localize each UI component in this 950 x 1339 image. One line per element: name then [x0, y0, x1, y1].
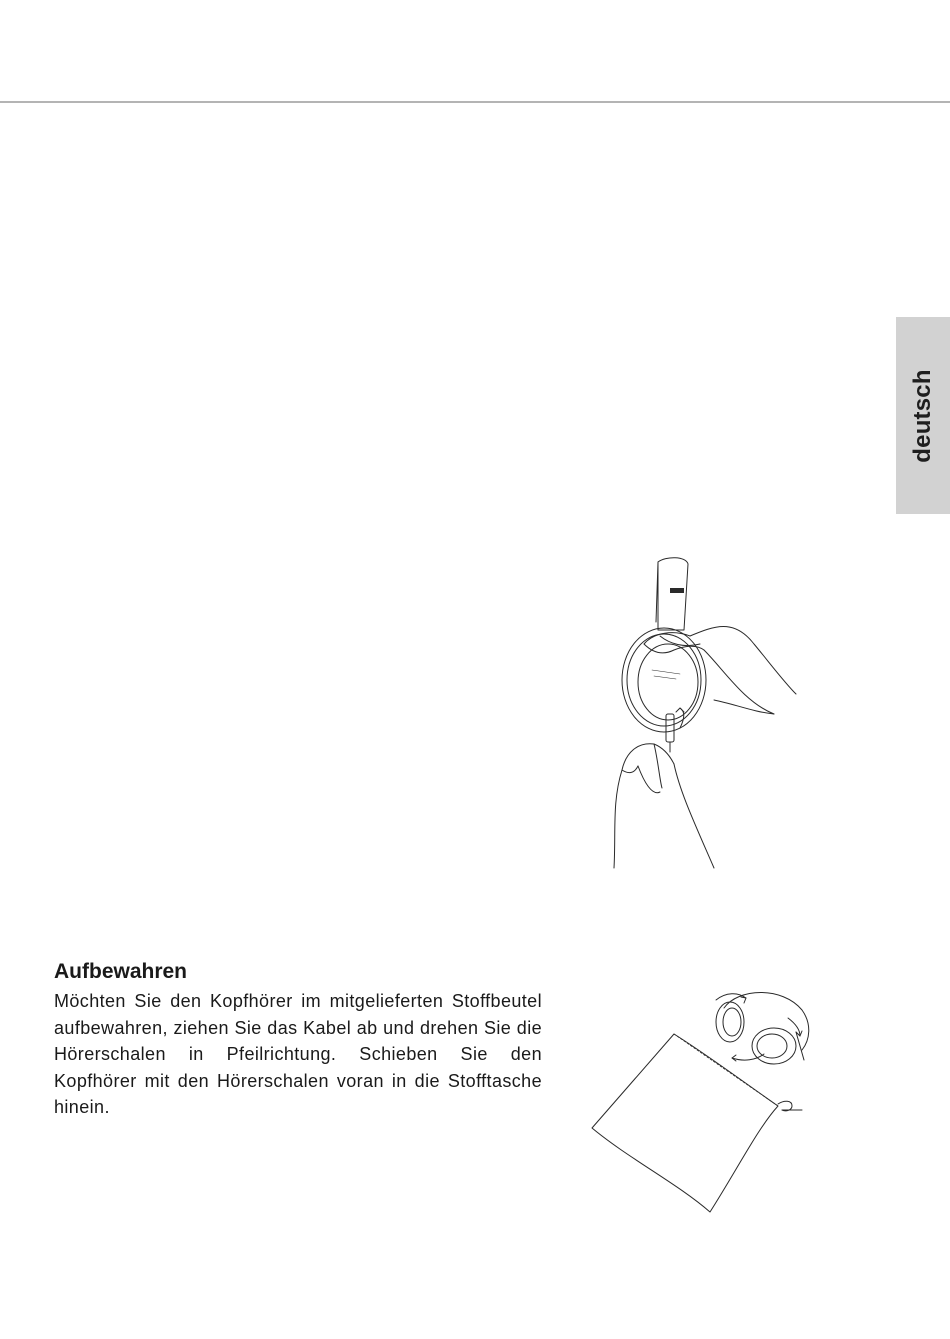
right-cup	[752, 1028, 796, 1064]
language-tab	[896, 317, 950, 514]
bag-shape	[592, 1034, 778, 1212]
storage-heading: Aufbewahren	[54, 960, 188, 983]
header-rule	[0, 101, 950, 103]
language-tab-label: deutsch	[909, 368, 936, 463]
headband-shape	[658, 558, 688, 630]
storage-section	[54, 958, 542, 1121]
ear-cup-outer	[622, 628, 706, 732]
headphone-band	[724, 993, 809, 1051]
storage-paragraph: Möchten Sie den Kopfhörer im mitgelieferten Stoffbeutel aufbewahren, ziehen Sie das Kabel ab und drehen Sie die Hörerschalen in Pfeilrichtung. Schieben Sie den Kopfhörer mit den Hörerschalen voran in die Stofftasche hinein.	[54, 991, 542, 1117]
plug-shape	[666, 714, 674, 742]
connect-cable-illustration	[604, 552, 800, 870]
storage-bag-illustration	[588, 988, 812, 1216]
brand-logo-mark	[670, 588, 684, 593]
